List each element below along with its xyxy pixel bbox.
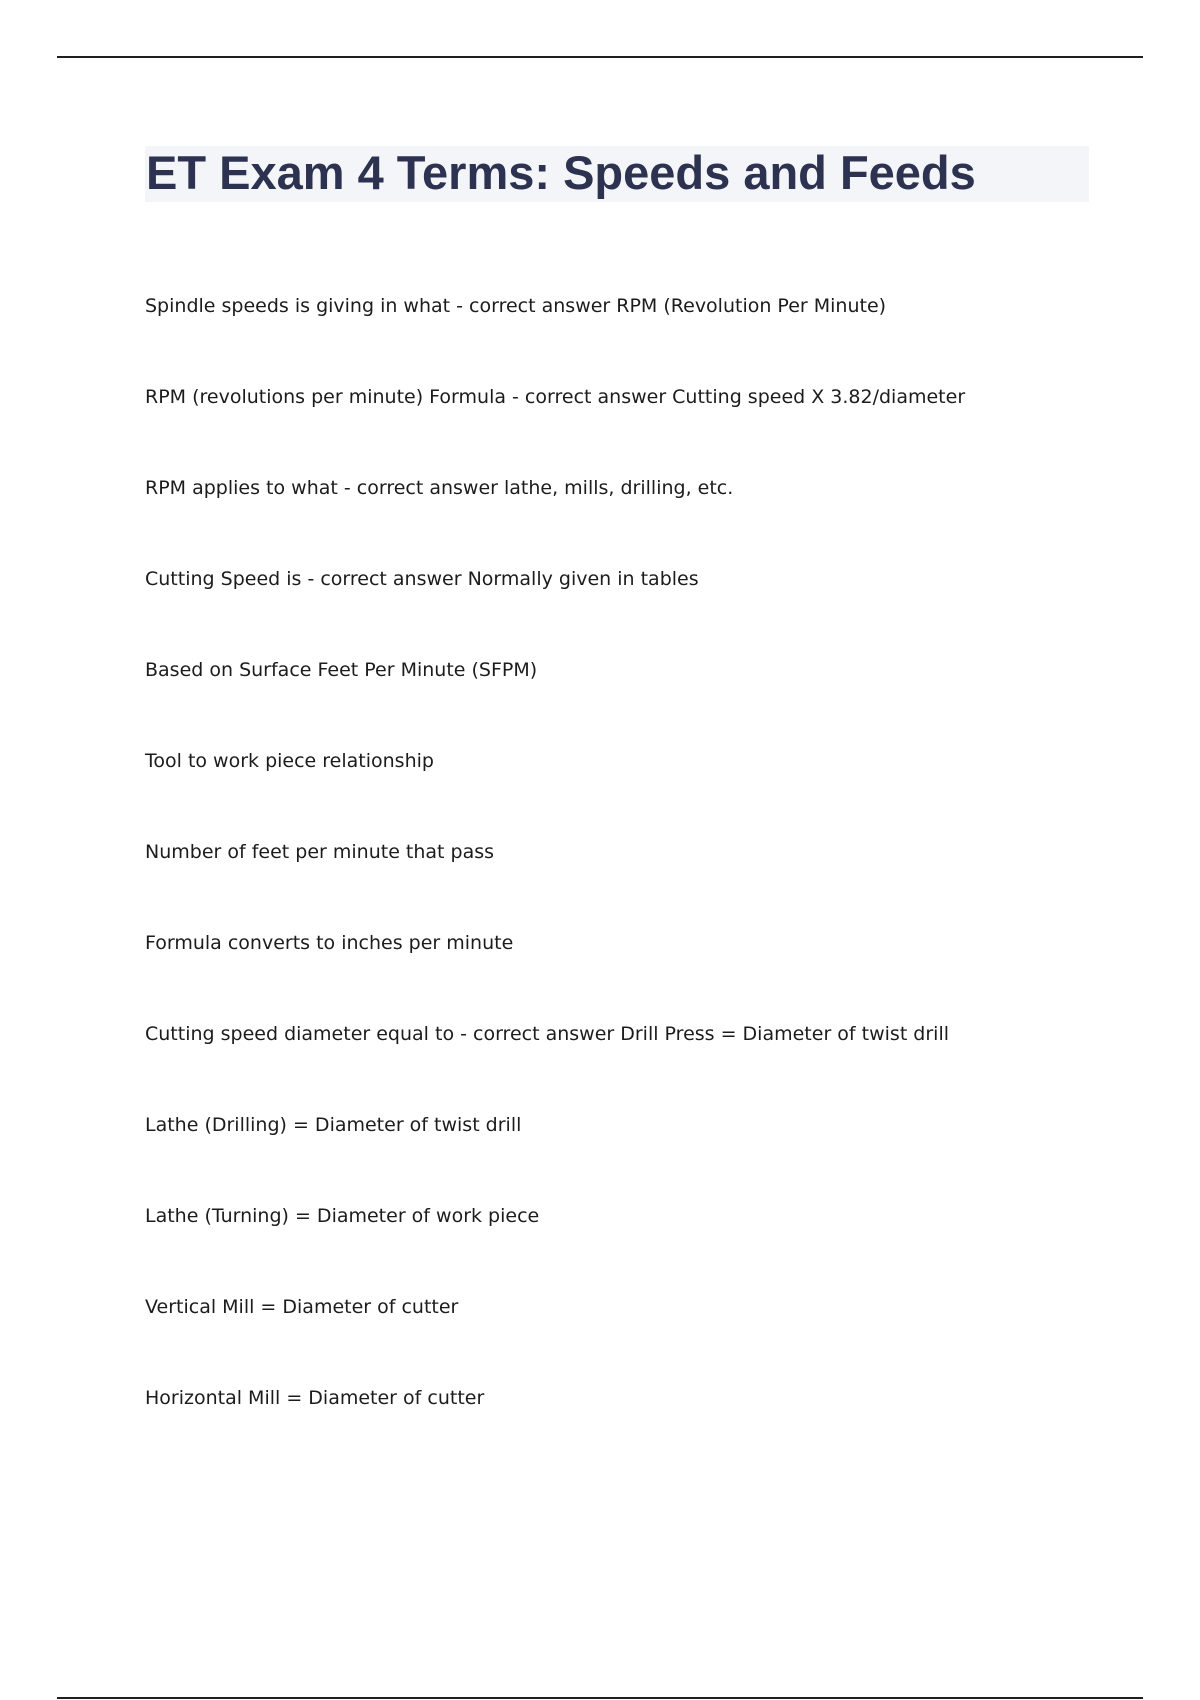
term-entry: Cutting Speed is - correct answer Normally given in tables	[145, 568, 699, 590]
term-list	[145, 291, 1105, 1474]
term-entry: RPM (revolutions per minute) Formula - correct answer Cutting speed X 3.82/diameter	[145, 386, 966, 408]
term-entry: RPM applies to what - correct answer lathe, mills, drilling, etc.	[145, 477, 734, 499]
term-entry: Number of feet per minute that pass	[145, 841, 495, 863]
term-entry: Lathe (Drilling) = Diameter of twist drill	[145, 1114, 522, 1136]
term-entry: Spindle speeds is giving in what - correct answer RPM (Revolution Per Minute)	[145, 295, 887, 317]
term-entry: Horizontal Mill = Diameter of cutter	[145, 1387, 485, 1409]
term-entry: Cutting speed diameter equal to - correct answer Drill Press = Diameter of twist drill	[145, 1023, 950, 1045]
term-entry: Lathe (Turning) = Diameter of work piece	[145, 1205, 540, 1227]
term-entry: Formula converts to inches per minute	[145, 932, 514, 954]
term-entry: Tool to work piece relationship	[145, 750, 434, 772]
document-title: ET Exam 4 Terms: Speeds and Feeds	[146, 146, 976, 199]
term-entry: Vertical Mill = Diameter of cutter	[145, 1296, 459, 1318]
top-rule	[57, 56, 1143, 58]
term-entry: Based on Surface Feet Per Minute (SFPM)	[145, 659, 538, 681]
bottom-rule	[57, 1697, 1143, 1699]
